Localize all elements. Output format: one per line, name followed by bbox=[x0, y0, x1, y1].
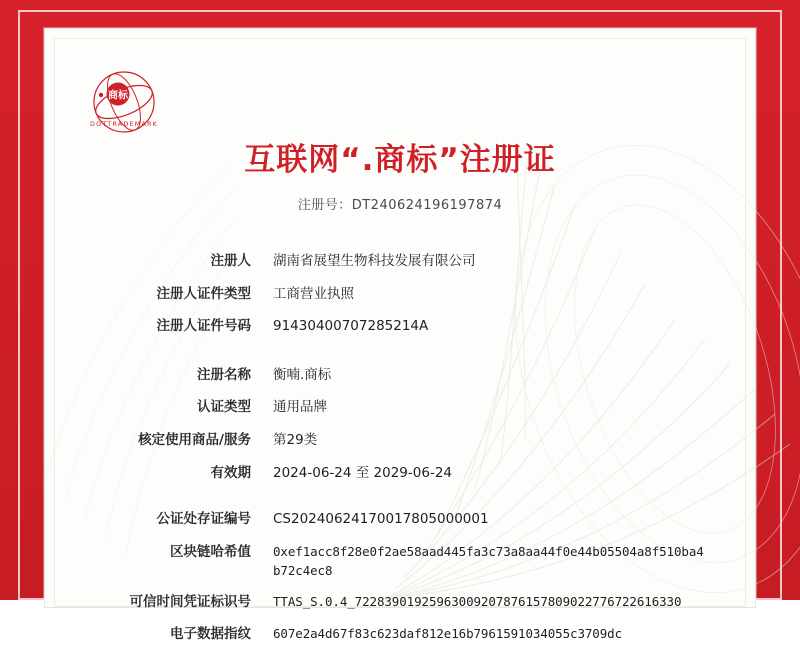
field-label: 注册名称 bbox=[197, 366, 251, 383]
page-title: 互联网“.商标”注册证 bbox=[244, 142, 556, 178]
field-label: 有效期 bbox=[210, 464, 251, 481]
field-row bbox=[105, 365, 705, 387]
field-value: 工商营业执照 bbox=[273, 285, 354, 302]
field-value: 0xef1acc8f28e0f2ae58aad445fa3c73a8aa44f0e44b05504a8f510ba4b72c4ec8 bbox=[273, 543, 704, 579]
field-label: 公证处存证编号 bbox=[156, 511, 251, 528]
field-value: 湖南省展望生物科技发展有限公司 bbox=[273, 253, 476, 269]
field-row bbox=[105, 316, 705, 338]
field-row bbox=[105, 284, 705, 306]
field-label: 核定使用商品/服务 bbox=[138, 431, 251, 448]
svg-text:商标: 商标 bbox=[108, 90, 128, 102]
registration-number bbox=[45, 194, 755, 213]
field-value: 衡喃.商标 bbox=[273, 366, 332, 383]
field-row bbox=[105, 509, 705, 531]
field-value: 2024-06-24 至 2029-06-24 bbox=[273, 464, 452, 481]
field-row bbox=[105, 397, 705, 419]
certificate-card bbox=[44, 28, 756, 643]
field-value: TTAS_S.0.4_72283901925963009207876157809022776722616330 bbox=[273, 593, 682, 609]
title-block bbox=[45, 141, 755, 213]
svg-text:DOTTRADEMARK: DOTTRADEMARK bbox=[89, 120, 159, 128]
certificate-fields bbox=[105, 251, 705, 657]
field-value: 通用品牌 bbox=[273, 399, 327, 416]
field-value: 607e2a4d67f83c623daf812e16b7961591034055c3709dc bbox=[273, 626, 623, 642]
trademark-logo-icon bbox=[91, 69, 157, 135]
registration-number-label: 注册号： bbox=[297, 197, 352, 213]
field-value: CS20240624170017805000001 bbox=[273, 511, 489, 528]
field-group-divider bbox=[105, 349, 705, 365]
field-label: 认证类型 bbox=[197, 399, 251, 416]
field-label: 区块链哈希值 bbox=[170, 543, 251, 560]
field-label: 注册人证件类型 bbox=[156, 285, 251, 302]
field-row bbox=[105, 542, 705, 581]
field-row bbox=[105, 592, 705, 614]
field-label: 注册人证件号码 bbox=[156, 318, 251, 335]
field-row bbox=[105, 251, 705, 273]
field-row bbox=[105, 430, 705, 452]
field-value: 91430400707285214A bbox=[273, 318, 429, 335]
field-row bbox=[105, 463, 705, 485]
registration-number-value: DT240624196197874 bbox=[351, 197, 503, 213]
field-row bbox=[105, 624, 705, 646]
field-label: 注册人 bbox=[210, 253, 251, 269]
field-label: 电子数据指纹 bbox=[170, 626, 251, 643]
field-group-divider bbox=[105, 495, 705, 509]
field-label: 可信时间凭证标识号 bbox=[129, 593, 251, 610]
field-value: 第29类 bbox=[273, 431, 318, 448]
